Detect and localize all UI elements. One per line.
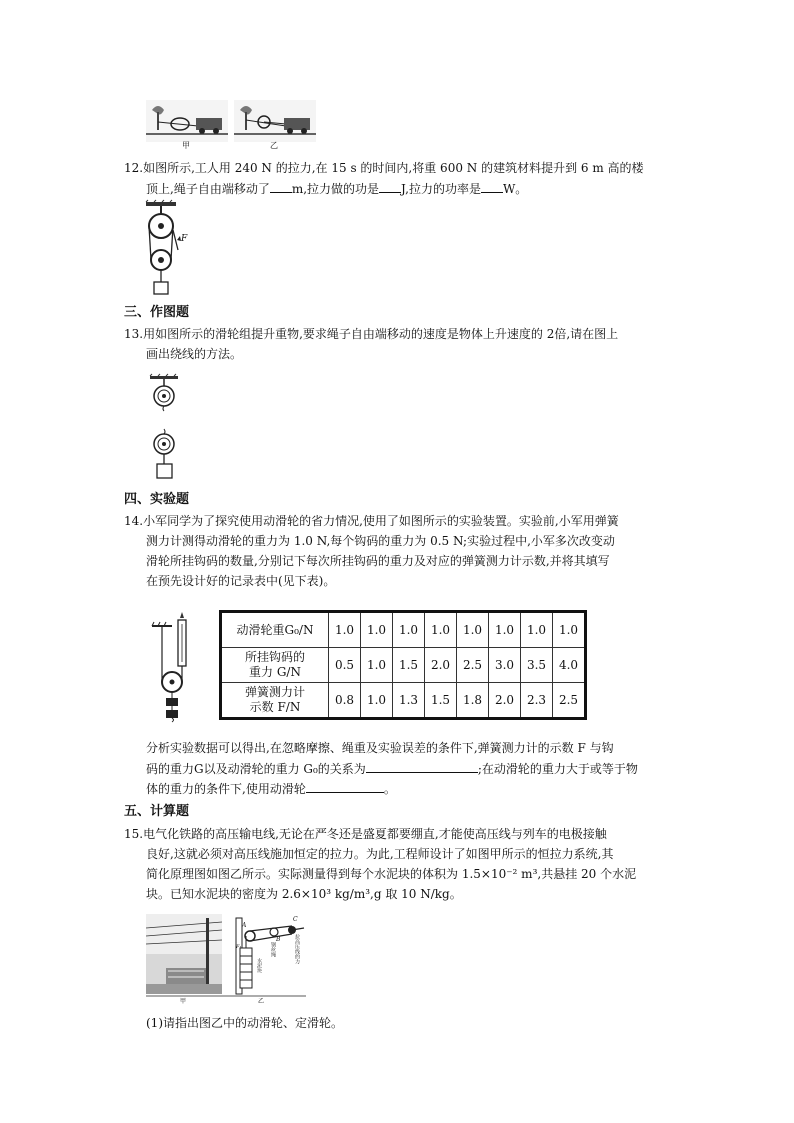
q12-blank-power[interactable] bbox=[481, 180, 503, 193]
table-row bbox=[221, 612, 586, 648]
q13-line1: 13.用如图所示的滑轮组提升重物,要求绳子自由端移动的速度是物体上升速度的 2倍,请在图上 bbox=[124, 327, 619, 341]
q15-line4: 块。已知水泥块的密度为 2.6×10³ kg/m³,g 取 10 N/kg。 bbox=[146, 887, 462, 901]
table-cell: 2.5 bbox=[457, 648, 489, 683]
q15-line3: 简化原理图如图乙所示。实际测量得到每个水泥块的体积为 1.5×10⁻² m³,共悬挂 20 个水泥 bbox=[146, 867, 637, 881]
table-cell: 1.3 bbox=[393, 683, 425, 719]
q14-after-line3-a: 体的重力的条件下,使用动滑轮 bbox=[146, 782, 306, 796]
table-header-spring-reading-l2: 示数 F/N bbox=[249, 700, 301, 714]
q14-line1: 14.小军同学为了探究使用动滑轮的省力情况,使用了如图所示的实验装置。实验前,小军用弹簧 bbox=[124, 514, 619, 528]
table-cell: 0.8 bbox=[329, 683, 361, 719]
q14-after-line2-a: 码的重力G以及动滑轮的重力 G₀的关系为 bbox=[146, 762, 366, 776]
q12-pulley-figure bbox=[144, 200, 194, 300]
q15-fig-label-cement: 水泥块 bbox=[256, 958, 262, 973]
q14-after-line2-b: ;在动滑轮的重力大于或等于物 bbox=[477, 762, 638, 776]
section5-title: 五、计算题 bbox=[124, 804, 190, 819]
table-cell: 0.5 bbox=[329, 648, 361, 683]
table-row bbox=[221, 683, 586, 719]
q14-after-line1: 分析实验数据可以得出,在忽略摩擦、绳重及实验误差的条件下,弹簧测力计的示数 F 与钩 bbox=[146, 741, 614, 755]
q12-line2-c: J,拉力的功率是 bbox=[401, 182, 481, 196]
table-header-spring-reading bbox=[221, 683, 329, 719]
q14-line3: 滑轮所挂钩码的数量,分别记下每次所挂钩码的重力及对应的弹簧测力计示数,并将其填写 bbox=[146, 554, 610, 568]
q15-fig-label-b: B bbox=[276, 936, 281, 943]
table-cell: 2.0 bbox=[489, 683, 521, 719]
table-cell: 2.5 bbox=[553, 683, 586, 719]
q15-fig-label-c: C bbox=[293, 916, 298, 923]
q15-fig-caption-jia: 甲 bbox=[180, 998, 187, 1005]
section4-title: 四、实验题 bbox=[124, 492, 190, 507]
q15-figure bbox=[146, 914, 306, 1004]
table-header-hook-weight bbox=[221, 648, 329, 683]
table-cell: 2.0 bbox=[425, 648, 457, 683]
q12-force-label: F bbox=[181, 234, 188, 244]
section3-title: 三、作图题 bbox=[124, 305, 190, 320]
q12-blank-distance[interactable] bbox=[270, 180, 292, 193]
q14-after-line2 bbox=[146, 760, 638, 777]
q12-line2 bbox=[146, 180, 527, 197]
table-cell: 1.0 bbox=[329, 612, 361, 648]
table-cell: 1.0 bbox=[553, 612, 586, 648]
table-cell: 1.5 bbox=[425, 683, 457, 719]
q14-after-line3 bbox=[146, 780, 396, 797]
q14-line4: 在预先设计好的记录表中(见下表)。 bbox=[146, 574, 336, 588]
q15-line1: 15.电气化铁路的高压输电线,无论在严冬还是盛夏都要绷直,才能使高压线与列车的电极接触 bbox=[124, 827, 607, 841]
table-cell: 1.0 bbox=[361, 612, 393, 648]
table-cell: 3.5 bbox=[521, 648, 553, 683]
table-cell: 1.0 bbox=[521, 612, 553, 648]
q15-sub1: (1)请指出图乙中的动滑轮、定滑轮。 bbox=[146, 1016, 343, 1030]
table-header-hook-weight-l2: 重力 G/N bbox=[249, 665, 301, 679]
q14-after-line3-b: 。 bbox=[383, 782, 396, 796]
table-cell: 1.0 bbox=[425, 612, 457, 648]
table-cell: 1.5 bbox=[393, 648, 425, 683]
table-header-pulley-weight: 动滑轮重G₀/N bbox=[221, 612, 329, 648]
q14-line2: 测力计测得动滑轮的重力为 1.0 N,每个钩码的重力为 0.5 N;实验过程中,小军多次改变动 bbox=[146, 534, 615, 548]
table-header-hook-weight-l1: 所挂钩码的 bbox=[244, 650, 305, 664]
q14-apparatus-figure bbox=[152, 610, 202, 722]
table-cell: 2.3 bbox=[521, 683, 553, 719]
table-row bbox=[221, 648, 586, 683]
table-cell: 1.0 bbox=[361, 683, 393, 719]
q12-blank-work[interactable] bbox=[379, 180, 401, 193]
table-cell: 1.0 bbox=[393, 612, 425, 648]
q15-fig-caption-yi: 乙 bbox=[258, 998, 265, 1005]
q15-fig-label-a: A bbox=[242, 922, 247, 929]
table-cell: 1.0 bbox=[489, 612, 521, 648]
q12-line2-d: W。 bbox=[502, 182, 528, 196]
q15-fig-label-wire: 钢丝绳 bbox=[270, 942, 276, 957]
q13-line2: 画出绕线的方法。 bbox=[146, 347, 243, 361]
q13-pulley-figure[interactable] bbox=[150, 374, 180, 484]
table-header-spring-reading-l1: 弹簧测力计 bbox=[244, 685, 305, 699]
top-figure-caption-jia: 甲 bbox=[182, 141, 190, 150]
q12-line1: 12.如图所示,工人用 240 N 的拉力,在 15 s 的时间内,将重 600 N 的建筑材料提升到 6 m 高的楼 bbox=[124, 161, 644, 175]
table-cell: 3.0 bbox=[489, 648, 521, 683]
table-cell: 1.0 bbox=[457, 612, 489, 648]
q12-line2-b: m,拉力做的功是 bbox=[291, 182, 380, 196]
q14-blank-relation[interactable] bbox=[366, 760, 478, 773]
q15-fig-label-force: 拉高压线的力 bbox=[294, 934, 300, 964]
q15-line2: 良好,这就必须对高压线施加恒定的拉力。为此,工程师设计了如图甲所示的恒拉力系统,其 bbox=[146, 847, 614, 861]
q12-line2-a: 顶上,绳子自由端移动了 bbox=[146, 182, 270, 196]
top-figure-jia bbox=[146, 100, 228, 150]
table-cell: 4.0 bbox=[553, 648, 586, 683]
top-figure-yi bbox=[234, 100, 316, 150]
q15-fig-label-f1: F₁ bbox=[236, 944, 242, 950]
q14-blank-conclusion[interactable] bbox=[306, 780, 384, 793]
top-figure-caption-yi: 乙 bbox=[270, 141, 278, 150]
table-cell: 1.8 bbox=[457, 683, 489, 719]
q14-data-table bbox=[219, 610, 587, 720]
table-cell: 1.0 bbox=[361, 648, 393, 683]
